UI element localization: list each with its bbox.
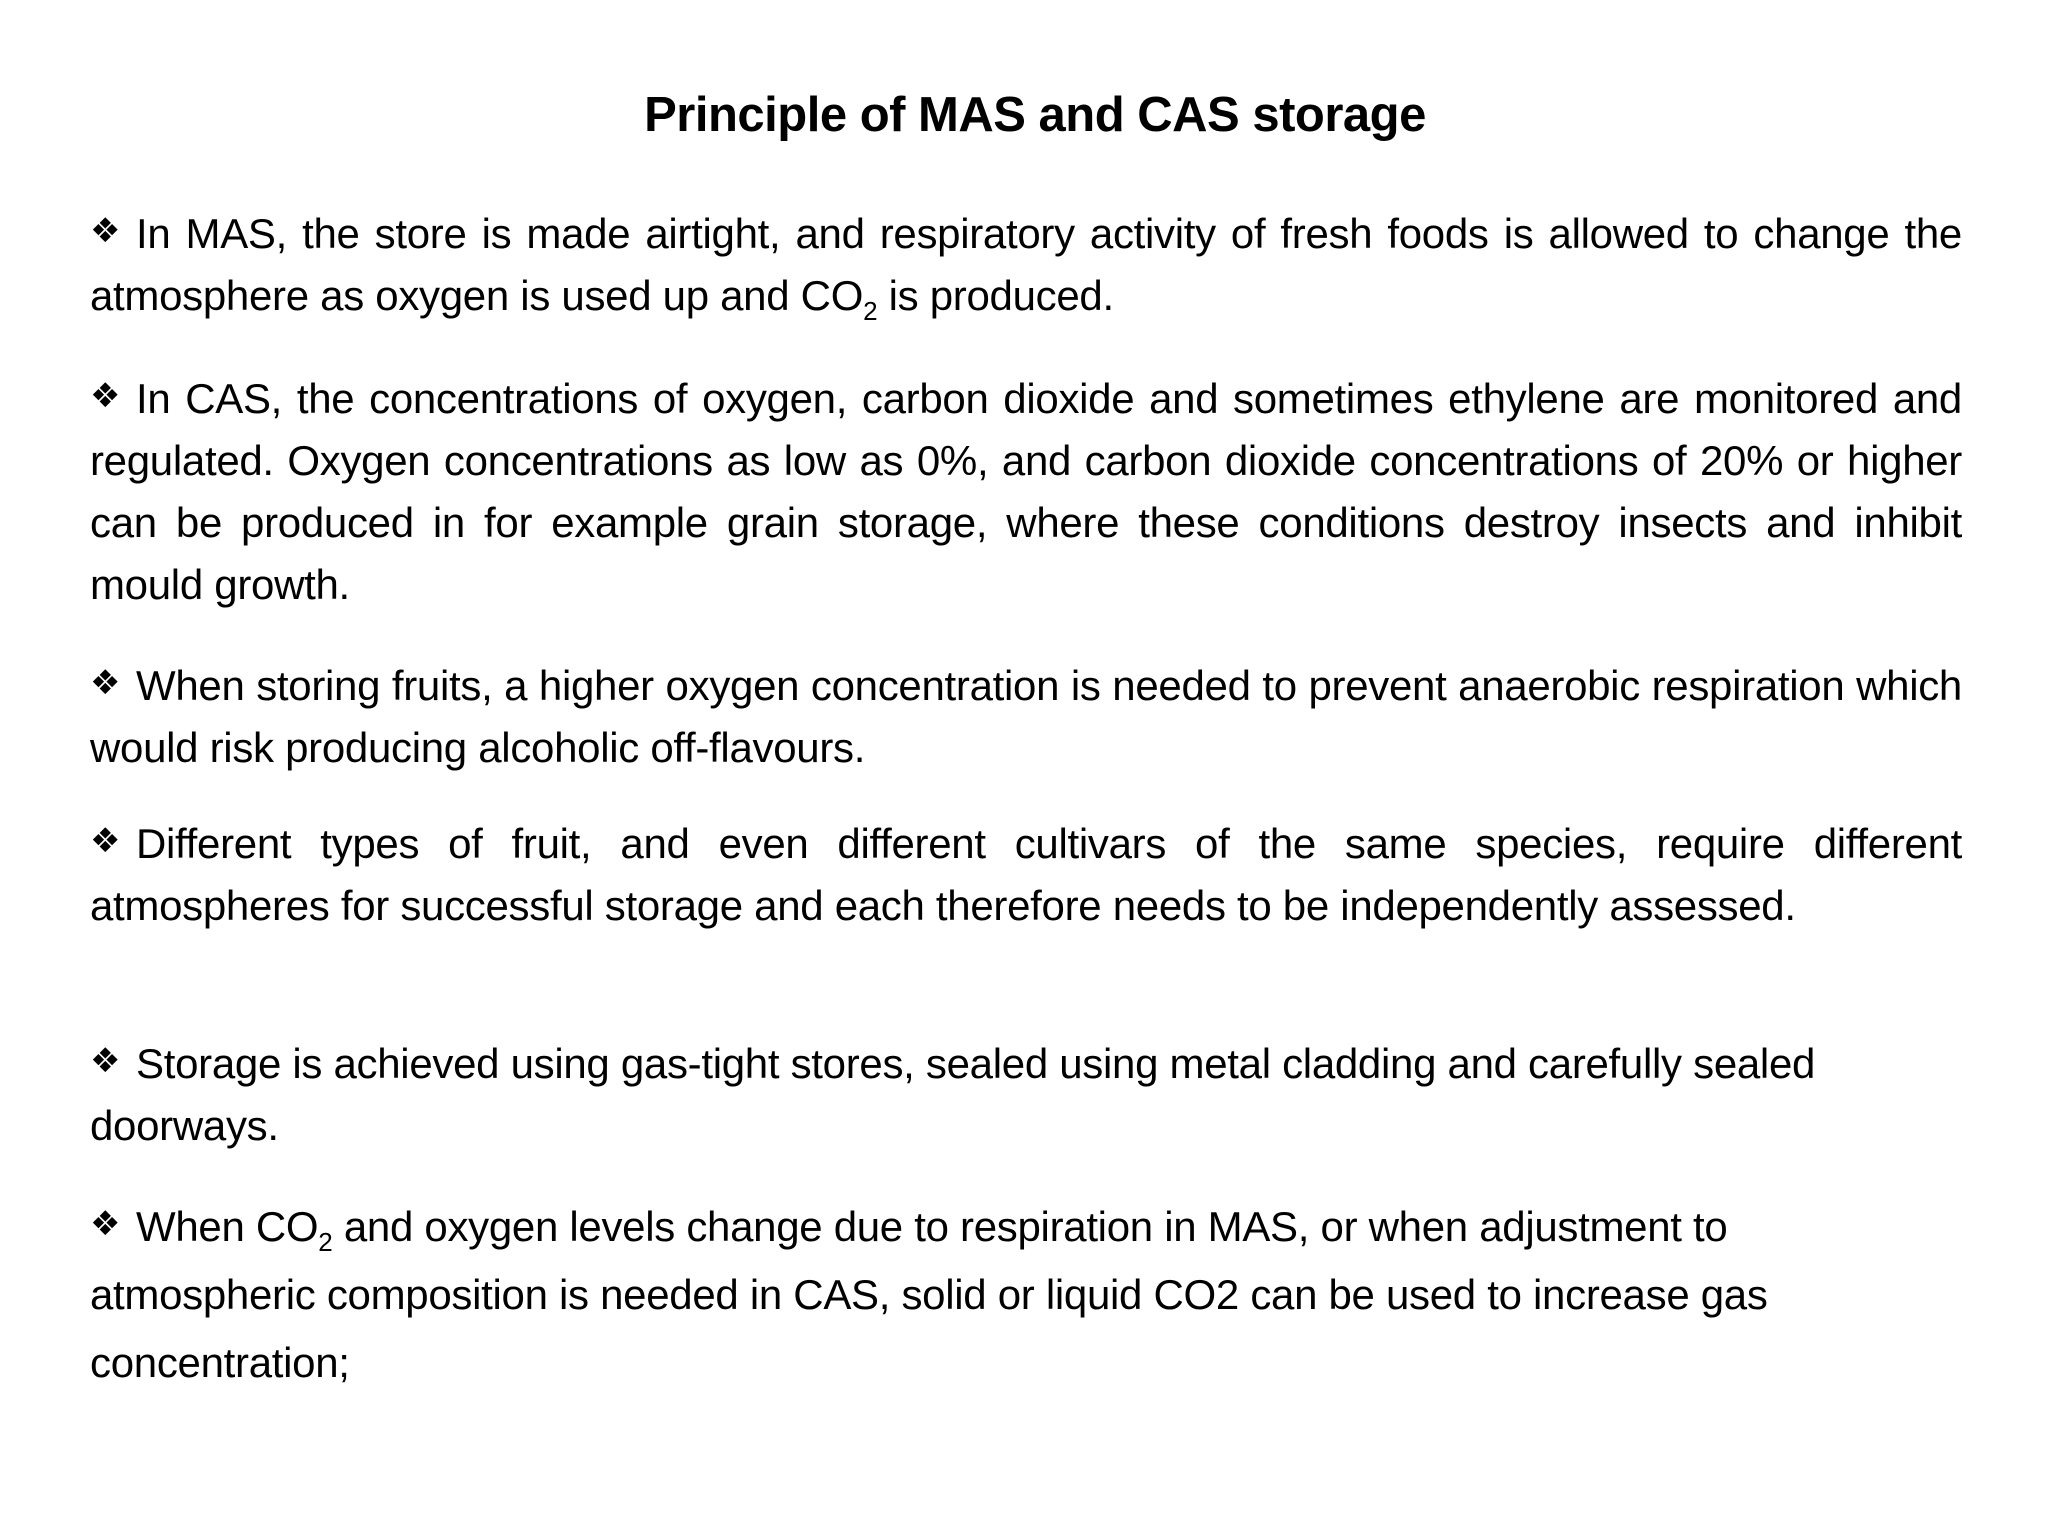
diamond-bullet-icon: ❖	[90, 212, 117, 250]
bullet-text: When CO	[136, 1203, 319, 1250]
bullet-point-fruits	[90, 652, 1962, 779]
diamond-bullet-icon: ❖	[90, 1042, 117, 1080]
slide-title: Principle of MAS and CAS storage	[644, 88, 1426, 142]
diamond-bullet-icon: ❖	[90, 1205, 117, 1243]
diamond-bullet-icon: ❖	[90, 822, 117, 860]
bullet-text: In CAS, the concentrations of oxygen, carbon dioxide and sometimes ethylene are monitored and regulated. Oxygen concentrations as low as 0%, and carbon dioxide concentrations of 20% or higher can be produced in for example grain storage, where these conditions destroy insects and inhibit mould growth.	[90, 375, 1962, 608]
bullet-point-storage	[90, 1030, 1962, 1157]
bullet-text: When storing fruits, a higher oxygen concentration is needed to prevent anaerobic respiration which would risk producing alcoholic off-flavours.	[90, 662, 1962, 771]
bullet-point-co2	[90, 1190, 1962, 1397]
diamond-bullet-icon: ❖	[90, 377, 117, 415]
bullet-text-end: and oxygen levels change due to respiration in MAS, or when adjustment to atmospheric composition is needed in CAS, solid or liquid CO2 can be used to increase gas concentration;	[90, 1203, 1768, 1386]
bullet-text: In MAS, the store is made airtight, and respiratory activity of fresh foods is allowed to change the atmosphere as oxygen is used up and CO	[90, 210, 1962, 319]
bullet-text: Different types of fruit, and even different cultivars of the same species, require different atmospheres for successful storage and each therefore needs to be independently assessed.	[90, 820, 1962, 929]
bullet-point-mas	[90, 200, 1962, 327]
bullet-point-cultivars	[90, 810, 1962, 937]
bullet-text: Storage is achieved using gas-tight stores, sealed using metal cladding and carefully sealed doorways.	[90, 1040, 1816, 1149]
bullet-text-end: is produced.	[877, 272, 1114, 319]
subscript: 2	[318, 1227, 333, 1257]
bullet-point-cas	[90, 365, 1962, 616]
diamond-bullet-icon: ❖	[90, 664, 117, 702]
subscript: 2	[863, 296, 878, 326]
